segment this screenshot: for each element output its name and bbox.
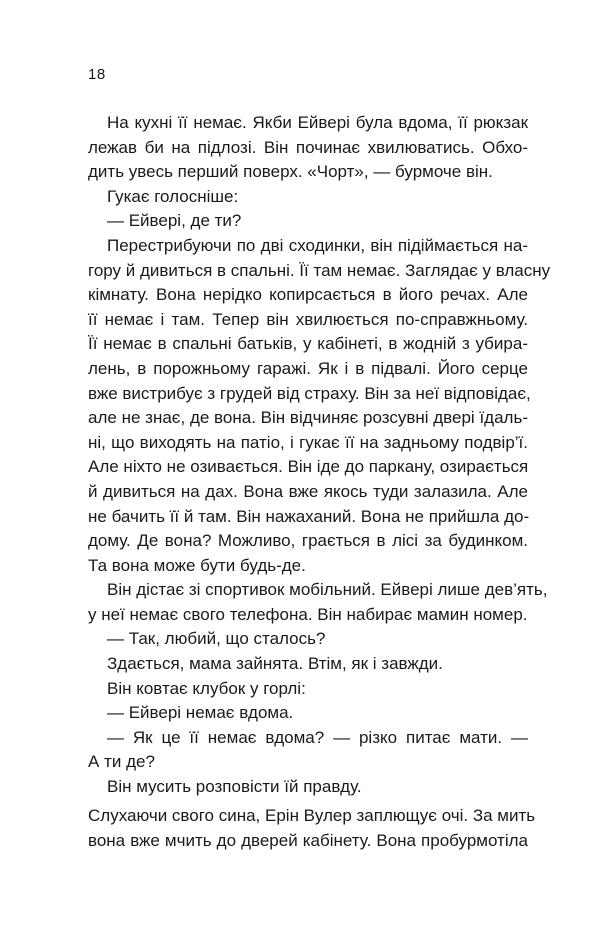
- text-line: Він мусить розповісти їй правду.: [107, 777, 362, 797]
- page-number: 18: [88, 66, 106, 83]
- text-line: А ти де?: [88, 752, 155, 772]
- section-text-block: [88, 804, 536, 853]
- text-line: вже вистрибує з грудей від страху. Він за неї відповідає,: [88, 383, 531, 403]
- text-line: але не знає, де вона. Він відчиняє розсувні двері їдаль-: [88, 408, 528, 428]
- main-text-block: [88, 111, 551, 800]
- text-line: — Так, любий, що сталось?: [107, 629, 326, 649]
- text-line: — Ейвері, де ти?: [107, 211, 242, 231]
- text-line: вона вже мчить до дверей кабінету. Вона пробурмотіла: [88, 830, 528, 850]
- text-line: Та вона може бути будь-де.: [88, 555, 306, 575]
- text-line: Її немає в спальні батьків, у кабінеті, в жодній з убира-: [88, 334, 528, 354]
- text-line: кімнату. Вона нерідко копирсається в його речах. Але: [88, 285, 528, 305]
- text-line: Здається, мама зайнята. Втім, як і завжди.: [107, 654, 443, 674]
- text-line: На кухні її немає. Якби Ейвері була вдома, її рюкзак: [107, 113, 528, 132]
- text-line: лень, в порожньому гаражі. Як і в підвалі. Його серце: [88, 358, 528, 378]
- text-line: Він дістає зі спортивок мобільний. Ейвері лише дев’ять,: [107, 580, 548, 600]
- text-line: Але ніхто не озивається. Він іде до паркану, озирається: [88, 457, 529, 477]
- text-line: її немає і там. Тепер він хвилюється по-справжньому.: [88, 309, 528, 329]
- text-line: лежав би на підлозі. Він починає хвилюватись. Обхо-: [88, 137, 528, 157]
- text-line: й дивиться на дах. Вона вже якось туди залазила. Але: [88, 481, 528, 501]
- text-line: Гукає голосніше:: [107, 186, 239, 206]
- text-line: Перестрибуючи по дві сходинки, він підіймається на-: [107, 235, 528, 255]
- text-line: — Ейвері немає вдома.: [107, 703, 294, 723]
- text-line: — Як це її немає вдома? — різко питає мати. —: [107, 727, 528, 747]
- text-line: гору й дивиться в спальні. Її там немає. Заглядає у власну: [88, 260, 551, 280]
- text-line: Слухаючи свого сина, Ерін Вулер заплющує очі. За мить: [88, 806, 536, 825]
- text-line: Він ковтає клубок у горлі:: [107, 678, 306, 698]
- text-line: дому. Де вона? Можливо, грається в лісі за будинком.: [88, 531, 528, 551]
- text-line: ні, що виходять на патіо, і гукає її на задньому подвір’ї.: [88, 432, 528, 452]
- text-line: дить увесь перший поверх. «Чорт», — бурмоче він.: [88, 162, 493, 182]
- text-line: не бачить її й там. Він нажаханий. Вона не прийшла до-: [88, 506, 530, 526]
- text-line: у неї немає свого телефона. Він набирає мамин номер.: [88, 604, 528, 624]
